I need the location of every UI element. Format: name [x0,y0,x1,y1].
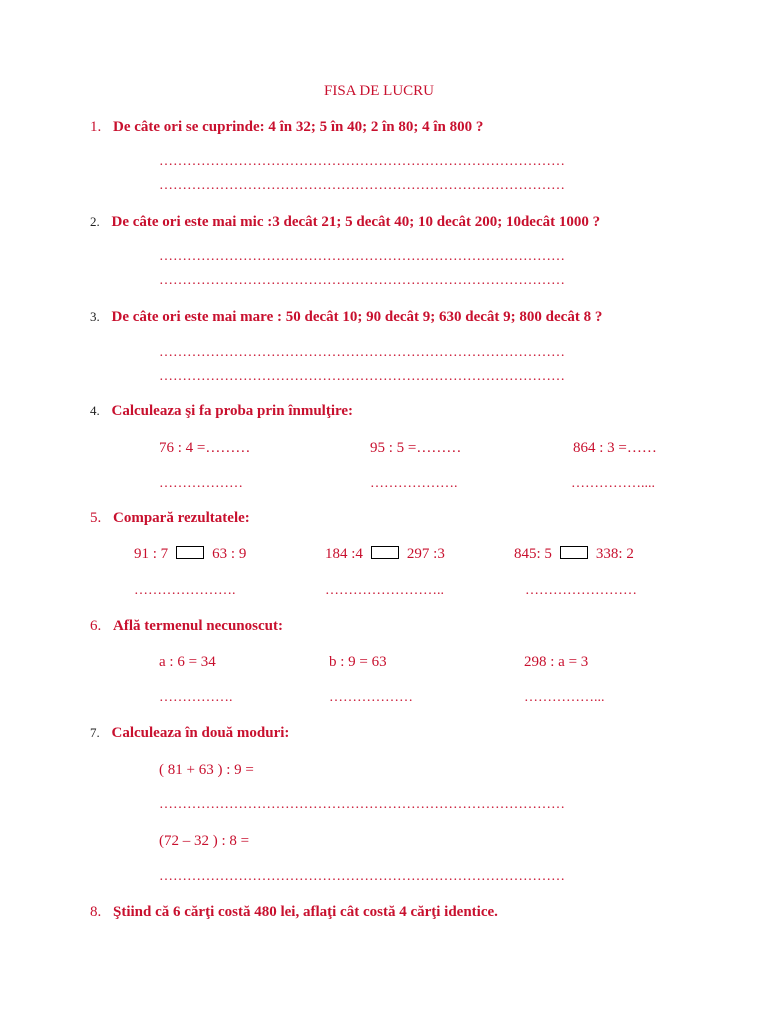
question-4 [90,403,353,420]
expression: (72 – 32 ) : 8 = [159,833,250,849]
answer-line: …………….... [571,476,655,491]
question-number: 3. [90,309,100,324]
question-text: Calculeaza în două moduri: [111,725,290,741]
answer-line: …………………………………………………………………………… [159,178,565,193]
question-3 [90,309,602,326]
answer-line: …………………………………………………………………………… [159,273,565,288]
question-number: 2. [90,214,100,229]
exercise-item: 95 : 5 =……… [370,440,462,456]
question-number: 5. [90,510,102,526]
answer-line: …………………………………………………………………………… [159,797,565,812]
answer-line: ……………... [524,690,605,705]
compare-left: 845: 5 [514,546,552,562]
compare-right: 63 : 9 [212,546,247,562]
exercise-item: a : 6 = 34 [159,654,216,670]
answer-line: …………………………………………………………………………… [159,345,565,360]
answer-line: ……………. [159,690,233,705]
exercise-item: 864 : 3 =…… [573,440,657,456]
question-text: Află termenul necunoscut: [113,618,283,634]
question-text: De câte ori este mai mic :3 decât 21; 5 decât 40; 10 decât 200; 10decât 1000 ? [111,214,601,230]
page-title: FISA DE LUCRU [324,83,435,99]
answer-line: …………………. [134,583,236,598]
compare-pair [134,546,246,563]
answer-line: …………………………………………………………………………… [159,869,565,884]
question-7 [90,725,289,742]
exercise-item: b : 9 = 63 [329,654,387,670]
exercise-item: 76 : 4 =……… [159,440,251,456]
exercise-item: 298 : a = 3 [524,654,589,670]
answer-line: …………………… [525,583,637,598]
answer-line: …………………………………………………………………………… [159,154,565,169]
question-number: 6. [90,618,102,634]
question-number: 4. [90,403,100,418]
question-text: De câte ori se cuprinde: 4 în 32; 5 în 40; 2 în 80; 4 în 800 ? [113,119,484,135]
question-6 [90,618,283,635]
question-text: De câte ori este mai mare : 50 decât 10; 90 decât 9; 630 decât 9; 800 decât 8 ? [111,309,603,325]
expression: ( 81 + 63 ) : 9 = [159,762,254,778]
question-number: 7. [90,725,100,740]
compare-box[interactable] [560,546,588,559]
question-number: 1. [90,119,102,135]
question-number: 8. [90,904,102,920]
compare-left: 91 : 7 [134,546,169,562]
compare-pair [325,546,445,563]
question-text: Compară rezultatele: [113,510,250,526]
question-2 [90,214,600,231]
compare-right: 338: 2 [595,546,634,562]
compare-left: 184 :4 [325,546,363,562]
compare-box[interactable] [371,546,399,559]
answer-line: ………………. [370,476,458,491]
answer-line: ……………… [159,476,243,491]
answer-line: …………………………………………………………………………… [159,369,565,384]
compare-pair [514,546,634,563]
question-1 [90,119,483,136]
answer-line: …………………………………………………………………………… [159,249,565,264]
question-5 [90,510,250,527]
answer-line: …………………….. [325,583,444,598]
question-text: Ştiind că 6 cărţi costă 480 lei, aflaţi cât costă 4 cărţi identice. [113,904,498,920]
question-text: Calculeaza şi fa proba prin înmulţire: [111,403,354,419]
answer-line: ……………… [329,690,413,705]
compare-box[interactable] [176,546,204,559]
compare-right: 297 :3 [406,546,445,562]
question-8 [90,904,498,921]
